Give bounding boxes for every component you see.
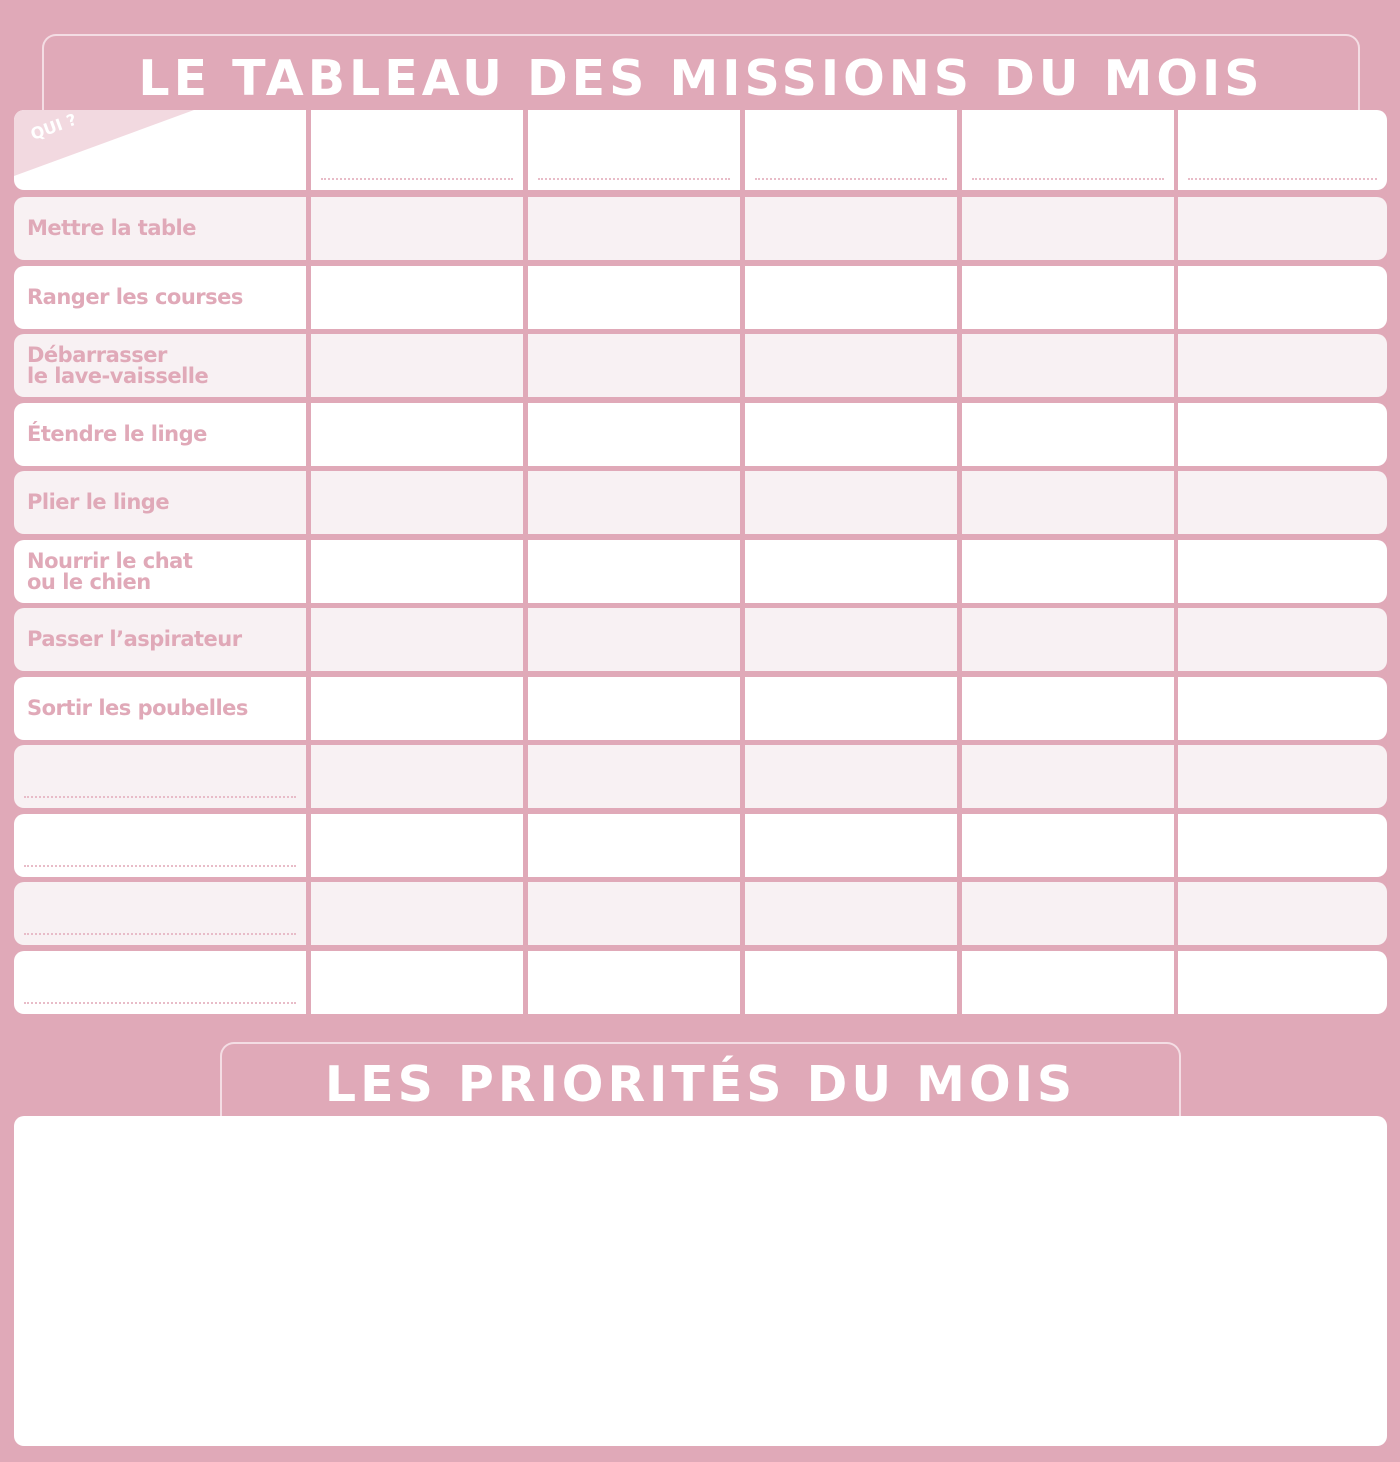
mission-check-cell[interactable] [311,197,523,260]
chore-blank-field[interactable] [14,745,306,808]
mission-check-cell[interactable] [745,266,957,329]
mission-check-cell[interactable] [528,814,740,877]
mission-check-cell[interactable] [745,814,957,877]
mission-check-cell[interactable] [311,608,523,671]
priorities-title: LES PRIORITÉS DU MOIS [220,1042,1181,1116]
qui-corner-band [14,110,194,176]
mission-check-cell[interactable] [1178,882,1387,945]
mission-check-cell[interactable] [745,197,957,260]
mission-check-cell[interactable] [962,266,1174,329]
chore-label: Débarrasser le lave-vaisselle [14,334,306,397]
mission-check-cell[interactable] [311,334,523,397]
mission-check-cell[interactable] [1178,540,1387,603]
mission-check-cell[interactable] [1178,334,1387,397]
mission-check-cell[interactable] [1178,266,1387,329]
mission-check-cell[interactable] [745,334,957,397]
mission-check-cell[interactable] [311,266,523,329]
mission-check-cell[interactable] [745,745,957,808]
mission-check-cell[interactable] [962,608,1174,671]
dotted-line [1188,178,1377,180]
mission-check-cell[interactable] [962,197,1174,260]
mission-check-cell[interactable] [962,677,1174,740]
main-title: LE TABLEAU DES MISSIONS DU MOIS [42,34,1360,110]
mission-check-cell[interactable] [1178,471,1387,534]
mission-check-cell[interactable] [745,471,957,534]
mission-check-cell[interactable] [528,403,740,466]
chore-blank-field[interactable] [14,814,306,877]
chore-blank-field[interactable] [14,951,306,1014]
mission-check-cell[interactable] [311,951,523,1014]
mission-check-cell[interactable] [962,471,1174,534]
dotted-line [972,178,1164,180]
mission-check-cell[interactable] [528,197,740,260]
mission-check-cell[interactable] [528,882,740,945]
mission-check-cell[interactable] [528,471,740,534]
mission-check-cell[interactable] [745,882,957,945]
priorities-area[interactable] [14,1116,1387,1446]
mission-check-cell[interactable] [1178,677,1387,740]
person-name-field[interactable] [528,110,740,190]
mission-check-cell[interactable] [528,951,740,1014]
mission-check-cell[interactable] [745,403,957,466]
chore-label: Étendre le linge [14,403,306,466]
dotted-line [538,178,730,180]
dotted-line [24,933,296,935]
chore-label: Plier le linge [14,471,306,534]
person-name-field[interactable] [962,110,1174,190]
dotted-line [755,178,947,180]
chore-label: Sortir les poubelles [14,677,306,740]
mission-check-cell[interactable] [528,334,740,397]
qui-header-cell [14,110,306,190]
mission-check-cell[interactable] [311,882,523,945]
mission-check-cell[interactable] [1178,745,1387,808]
mission-check-cell[interactable] [962,745,1174,808]
chore-label: Nourrir le chat ou le chien [14,540,306,603]
mission-check-cell[interactable] [962,334,1174,397]
mission-check-cell[interactable] [745,540,957,603]
mission-check-cell[interactable] [1178,608,1387,671]
mission-check-cell[interactable] [528,266,740,329]
mission-check-cell[interactable] [528,677,740,740]
mission-check-cell[interactable] [962,540,1174,603]
mission-check-cell[interactable] [528,745,740,808]
mission-check-cell[interactable] [311,677,523,740]
mission-check-cell[interactable] [1178,197,1387,260]
mission-check-cell[interactable] [311,540,523,603]
dotted-line [321,178,513,180]
mission-check-cell[interactable] [528,540,740,603]
mission-check-cell[interactable] [745,951,957,1014]
mission-check-cell[interactable] [745,677,957,740]
mission-check-cell[interactable] [311,814,523,877]
person-name-field[interactable] [745,110,957,190]
dotted-line [24,865,296,867]
mission-check-cell[interactable] [1178,814,1387,877]
mission-check-cell[interactable] [528,608,740,671]
person-name-field[interactable] [311,110,523,190]
qui-label: QUI ? [28,109,80,144]
chore-label: Mettre la table [14,197,306,260]
person-name-field[interactable] [1178,110,1387,190]
mission-check-cell[interactable] [311,471,523,534]
chore-label: Ranger les courses [14,266,306,329]
chore-blank-field[interactable] [14,882,306,945]
dotted-line [24,1002,296,1004]
chore-label: Passer l’aspirateur [14,608,306,671]
mission-check-cell[interactable] [962,403,1174,466]
mission-check-cell[interactable] [745,608,957,671]
mission-check-cell[interactable] [311,403,523,466]
mission-check-cell[interactable] [962,882,1174,945]
mission-check-cell[interactable] [962,951,1174,1014]
mission-check-cell[interactable] [1178,951,1387,1014]
mission-check-cell[interactable] [962,814,1174,877]
mission-check-cell[interactable] [1178,403,1387,466]
dotted-line [24,796,296,798]
mission-check-cell[interactable] [311,745,523,808]
